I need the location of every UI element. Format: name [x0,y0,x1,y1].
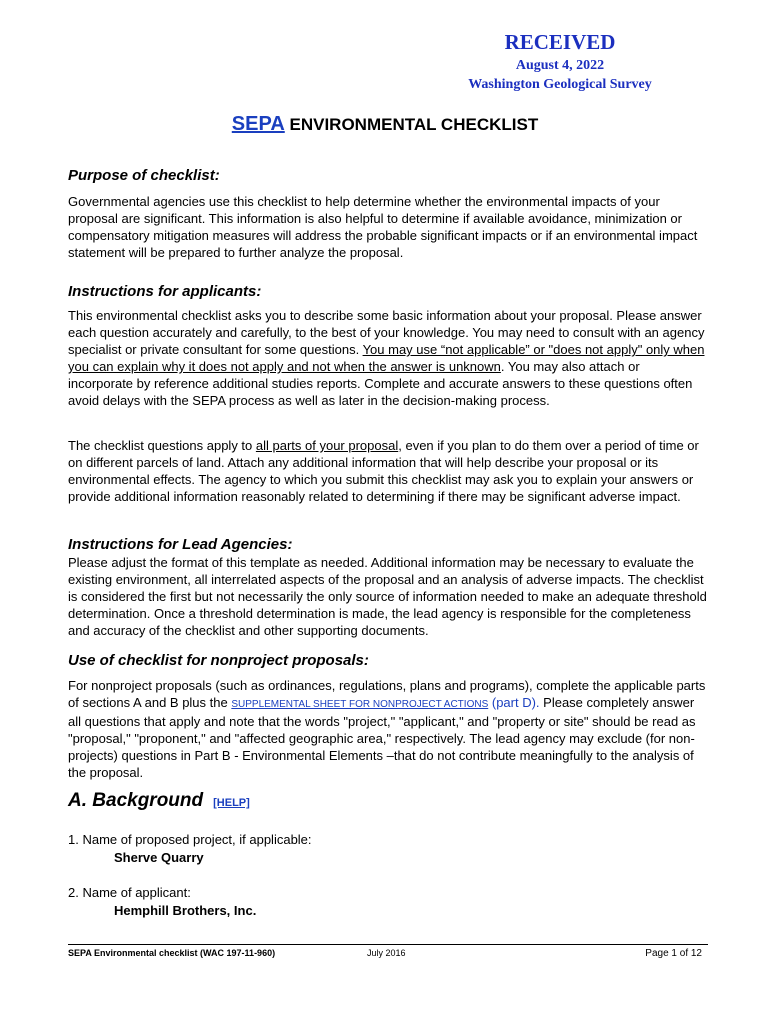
footer-divider [68,944,708,945]
title-rest: ENVIRONMENTAL CHECKLIST [284,115,539,134]
lead-agencies-heading: Instructions for Lead Agencies: [68,536,293,553]
footer-left: SEPA Environmental checklist (WAC 197-11-960) [68,948,276,958]
question-1-label: 1. Name of proposed project, if applicable: [68,832,312,847]
nonproject-body [68,677,708,781]
part-d-link[interactable]: (part D). [488,695,540,710]
applicants-p2-text-a: The checklist questions apply to [68,438,256,453]
purpose-heading: Purpose of checklist: [68,167,220,184]
nonproject-heading: Use of checklist for nonproject proposals: [68,652,369,669]
purpose-body: Governmental agencies use this checklist to help determine whether the environmental impacts of your proposal are significant. This information is also helpful to determine if available avoidance, minimization or compensatory mitigation measures will address the probable significant impacts or if an environmental impact statement will be prepared to further analyze the proposal. [68,194,698,260]
section-a-title: A. Background [68,790,204,811]
applicants-p2-text-b: , even if you plan to do them over a period of time or on different parcels of land. Attach any additional information that will help describe your proposal or its environmental effects. The agency to which you submit this checklist may ask you to explain your answers or provide additional information reasonably related to determining if there may be significant adverse impact. [68,438,699,504]
received-stamp-org: Washington Geological Survey [468,77,652,92]
received-stamp-title: RECEIVED [504,30,616,54]
sepa-link[interactable]: SEPA [231,113,285,135]
applicants-paragraph-1 [68,307,708,409]
applicants-p1-text-b: . You may also attach or incorporate by reference additional studies reports. Complete and accurate answers to these questions often avoid delays with the SEPA process as well as later in the decision-making process. [68,359,693,408]
help-link[interactable]: [HELP] [213,797,250,809]
applicants-heading: Instructions for applicants: [68,283,262,300]
question-2-answer: Hemphill Brothers, Inc. [114,903,257,918]
section-a-heading [68,790,250,812]
applicants-p2-underlined: all parts of your proposal [255,438,399,453]
page-title [0,113,770,136]
footer-page-number: Page 1 of 12 [645,948,702,959]
received-stamp-date: August 4, 2022 [515,58,605,73]
supplemental-sheet-link[interactable]: SUPPLEMENTAL SHEET FOR NONPROJECT ACTIONS [231,699,489,710]
lead-agencies-body: Please adjust the format of this template as needed. Additional information may be necessary to evaluate the existing environment, all interrelated aspects of the proposal and an analysis of adverse impacts. The checklist is considered the first but not necessarily the only source of information needed to make an adequate threshold determination. Once a threshold determination is made, the lead agency is responsible for the completeness and accuracy of the checklist and other supporting documents. [68,555,707,638]
nonproject-text-b: Please completely answer all questions that apply and note that the words "project," "applicant," and "property or site" should be read as "proposal," "proponent," and "affected geographic area," respectively. The lead agency may exclude (for non-projects) questions in Part B - Environmental Elements –that do not contribute meaningfully to the analysis of the proposal. [68,695,696,780]
footer-center: July 2016 [367,948,406,958]
question-1-answer: Sherve Quarry [114,850,204,865]
question-2-label: 2. Name of applicant: [68,885,191,900]
applicants-paragraph-2 [68,437,708,505]
applicants-p1-text-a: This environmental checklist asks you to describe some basic information about your proposal. Please answer each question accurately and carefully, to the best of your knowledge. You may need to consult with an agency specialist or private consultant for some questions. [68,308,705,357]
applicants-p1-underlined: You may use “not applicable” or "does not apply" only when you can explain why it does not apply and not when the answer is unknown [68,342,705,374]
nonproject-text-a: For nonproject proposals (such as ordinances, regulations, plans and programs), complete the applicable parts of sections A and B plus the [68,678,706,710]
